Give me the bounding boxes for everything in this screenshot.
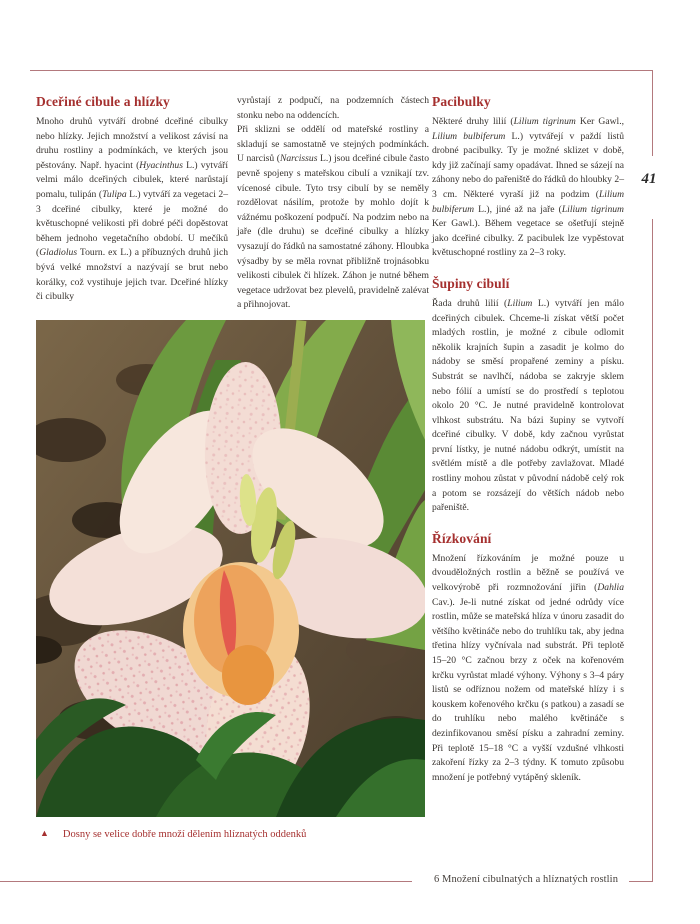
figure-canna-photo [36,320,425,817]
paragraph: vyrůstají z podpučí, na podzemních částech stonku nebo na oddencích. [237,95,429,121]
footer-chapter-title: 6 Množení cibulnatých a hlíznatých rostlin [433,874,619,885]
section-heading-rizkovani: Řízkování [432,530,492,546]
footer-rule-left [0,881,412,882]
paragraph: Řada druhů lilií (Lilium L.) vytváří jen málo dceřiných cibulek. Chceme-li získat větší počet mladých rostlin, je možné z cibule odlomit několik krajních šupin a zasadit je kolmo do nádoby se směsí propařené zeminy a písku. Substrát se navlhčí, nádoba se zakryje sklem nebo fólií a umístí se do prostředí s teplotou okolo 20 °C. Je nutné pravidelně kontrolovat vlhkost substrátu. Na bázi šupiny se vytvoří dceřiné cibulky. V době, kdy začnou vyrůstat první lístky, je nutné nádobu odkrýt, umístit na světlém místě a dle potřeby zavlažovat. Mladé rostliny mohou zůstat v původní nádobě celý rok a potom se rozsázejí do větších nádob nebo pařeniště. [432,297,624,514]
canna-flower-illustration [36,320,425,817]
figure-caption [40,828,440,841]
text-column-1 [36,94,228,305]
text-column-2 [237,94,429,313]
paragraph: Při sklizni se oddělí od mateřské rostliny a skladují se samostatně ve stejných podmínkách. U narcisů (Narcissus L.) jsou dceřiné cibule často pevně spojeny s mateřskou cibulí a vznikají tzv. vícenosé cibule. Tyto trsy cibulí by se neměly rozdělovat násilím, protože by mohlo dojít k vážnému poškození podpučí. Na podzim nebo na jaře (dle druhu) se dceřiné cibulky a hlízky vysazují do řádků na samostatné záhony. Hloubka výsadby by se měla rovnat přibližně trojnásobku velikosti cibulek či hlízek. Záhon je nutné během vegetace udržovat bez plevelů, pravidelně zalévat a přihnojovat. [237,124,430,311]
frame-top-rule [30,70,653,71]
paragraph: Mnoho druhů vytváří drobné dceřiné cibulky nebo hlízky. Jejich množství a velikost závisí na druhu rostliny a podmínkách, ve kterých jsou pěstovány. Např. hyacint (Hyacinthus L.) vytváří velmi málo dceřiných cibulek, které narůstají pomalu, tulipán (Tulipa L.) vytváří za vegetaci 2–3 dceřiné cibulky, které je možné do květuschopné velikosti při dobré péči dopěstovat během jednoho vegetačního období. U mečíků (Gladiolus Tourn. ex L.) a příbuzných druhů jich bývá velké množství a nazývají se brut nebo korálky, což vystihuje jejich tvar. Dceřiné hlízky či cibulky [36,116,228,303]
page-number: 41 [641,171,657,187]
figure-caption-text: Dosny se velice dobře množí dělením hlíznatých oddenků [62,829,307,840]
frame-right-rule-upper [652,70,653,156]
paragraph: Množení řízkováním je možné pouze u dvouděložných rostlin a běžně se používá ve velkovýrobě při rozmnožování jiřin (Dahlia Cav.). Je-li nutné získat od jedné odrůdy více rostlin, může se mateřská hlíza v únoru zasadit do většího květináče nebo do truhlíku tak, aby jedna třetina hlízy vyčnívala nad substrát. Při teplotě 15–20 °C začnou brzy z oček na kořenovém krčku vyrůstat mladé výhony. Výhony s 3–4 páry listů se odříznou nožem od mateřské hlízy i s kouskem kořenového krčku (s patkou) a zasadí se do truhlíku nebo malého květináče s dezinfikovanou směsí písku a zahradní zeminy. Při teplotě 15–18 °C a vyšší vzdušné vlhkosti zakoření řízky za 2–3 týdny. K tomuto způsobu množení je potřebný vytápěný skleník. [432,552,624,783]
section-heading-pacibulky: Pacibulky [432,94,491,109]
footer-rule-right [629,881,653,882]
text-column-3 [432,94,624,785]
section-heading-dcerine-cibule: Dceřiné cibule a hlízky [36,94,170,109]
paragraph: Některé druhy lilií (Lilium tigrinum Ker Gawl., Lilium bulbiferum L.) vytvářejí v paždí listů drobné pacibulky. Ty je možné sklizet v době, kdy již začínají samy opadávat. Ihned se sázejí na záhony nebo do pařeniště do řádků do hloubky 2–3 cm. Některé vyraší již na podzim (Lilium bulbiferum L.), jiné až na jaře (Lilium tigrinum Ker Gawl.). Během vegetace se ošetřují stejně jako dceřiné cibulky. Z pacibulek lze vypěstovat květuschopné rostliny za 2–3 roky. [432,116,624,259]
frame-right-rule-lower [652,219,653,882]
section-heading-supiny-cibuli: Šupiny cibulí [432,275,510,291]
triangle-marker-icon: ▲ [40,828,49,838]
